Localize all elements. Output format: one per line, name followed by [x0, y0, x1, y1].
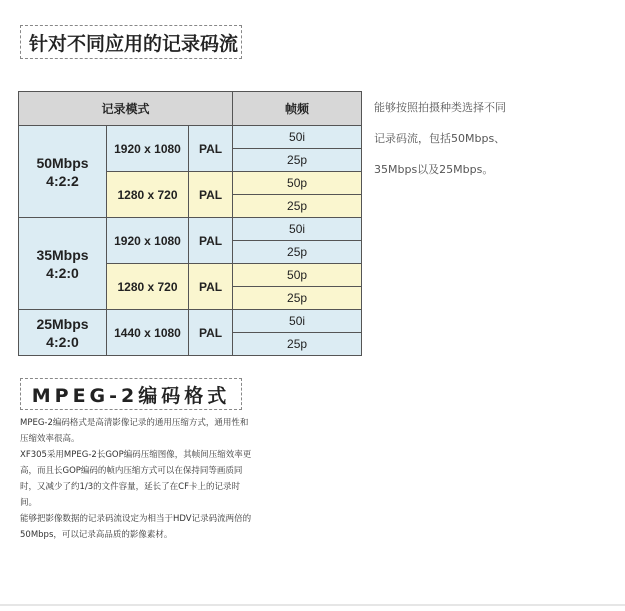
- frame-rate-cell: 50i: [233, 218, 362, 241]
- side-note: [374, 92, 609, 185]
- table-row: [19, 126, 362, 149]
- recording-modes-table: [18, 91, 362, 356]
- standard-cell: PAL: [189, 264, 233, 310]
- resolution-cell: 1920 x 1080: [107, 218, 189, 264]
- side-note-line: 35Mbps以及25Mbps。: [374, 163, 494, 176]
- table-row: [19, 310, 362, 333]
- table-header-row: [19, 92, 362, 126]
- sampling-value: 4:2:0: [46, 264, 79, 281]
- frame-rate-cell: 25p: [233, 333, 362, 356]
- header-frame-rate: 帧频: [233, 92, 362, 126]
- sampling-value: 4:2:0: [46, 333, 79, 350]
- standard-cell: PAL: [189, 218, 233, 264]
- bitrate-cell: [19, 310, 107, 356]
- sampling-value: 4:2:2: [46, 172, 79, 189]
- resolution-cell: 1280 x 720: [107, 264, 189, 310]
- frame-rate-cell: 50p: [233, 172, 362, 195]
- frame-rate-cell: 25p: [233, 241, 362, 264]
- standard-cell: PAL: [189, 310, 233, 356]
- bitrate-cell: [19, 126, 107, 218]
- resolution-cell: 1440 x 1080: [107, 310, 189, 356]
- standard-cell: PAL: [189, 172, 233, 218]
- section-title-recording-bitrate: [20, 25, 242, 59]
- frame-rate-cell: 50i: [233, 310, 362, 333]
- mpeg2-description: [20, 415, 252, 543]
- bitrate-value: 50Mbps: [36, 154, 89, 171]
- paragraph: XF305采用MPEG-2长GOP编码压缩图像，其帧间压缩效率更高，而且长GOP编码的帧内压缩方式可以在保持同等画质同时，又减少了约1/3的文件容量，延长了在CF卡上的记录时间。: [20, 450, 252, 508]
- bitrate-value: 35Mbps: [36, 246, 89, 263]
- resolution-cell: 1920 x 1080: [107, 126, 189, 172]
- bitrate-value: 25Mbps: [36, 315, 89, 332]
- header-recording-mode: 记录模式: [19, 92, 233, 126]
- resolution-cell: 1280 x 720: [107, 172, 189, 218]
- side-note-line: 记录码流，包括50Mbps、: [374, 132, 506, 145]
- table-row: [19, 218, 362, 241]
- paragraph: 能够把影像数据的记录码流设定为相当于HDV记录码流两倍的50Mbps，可以记录高品质的影像素材。: [20, 514, 252, 540]
- side-note-line: 能够按照拍摄种类选择不同: [374, 101, 506, 114]
- section-title-text: MPEG-2编码格式: [31, 384, 231, 407]
- bitrate-cell: [19, 218, 107, 310]
- frame-rate-cell: 25p: [233, 195, 362, 218]
- bottom-divider: [0, 604, 625, 606]
- standard-cell: PAL: [189, 126, 233, 172]
- frame-rate-cell: 50p: [233, 264, 362, 287]
- frame-rate-cell: 25p: [233, 287, 362, 310]
- section-title-mpeg2: [20, 378, 242, 410]
- frame-rate-cell: 50i: [233, 126, 362, 149]
- section-title-text: 针对不同应用的记录码流: [29, 32, 239, 55]
- paragraph: MPEG-2编码格式是高清影像记录的通用压缩方式，通用性和压缩效率很高。: [20, 418, 249, 444]
- frame-rate-cell: 25p: [233, 149, 362, 172]
